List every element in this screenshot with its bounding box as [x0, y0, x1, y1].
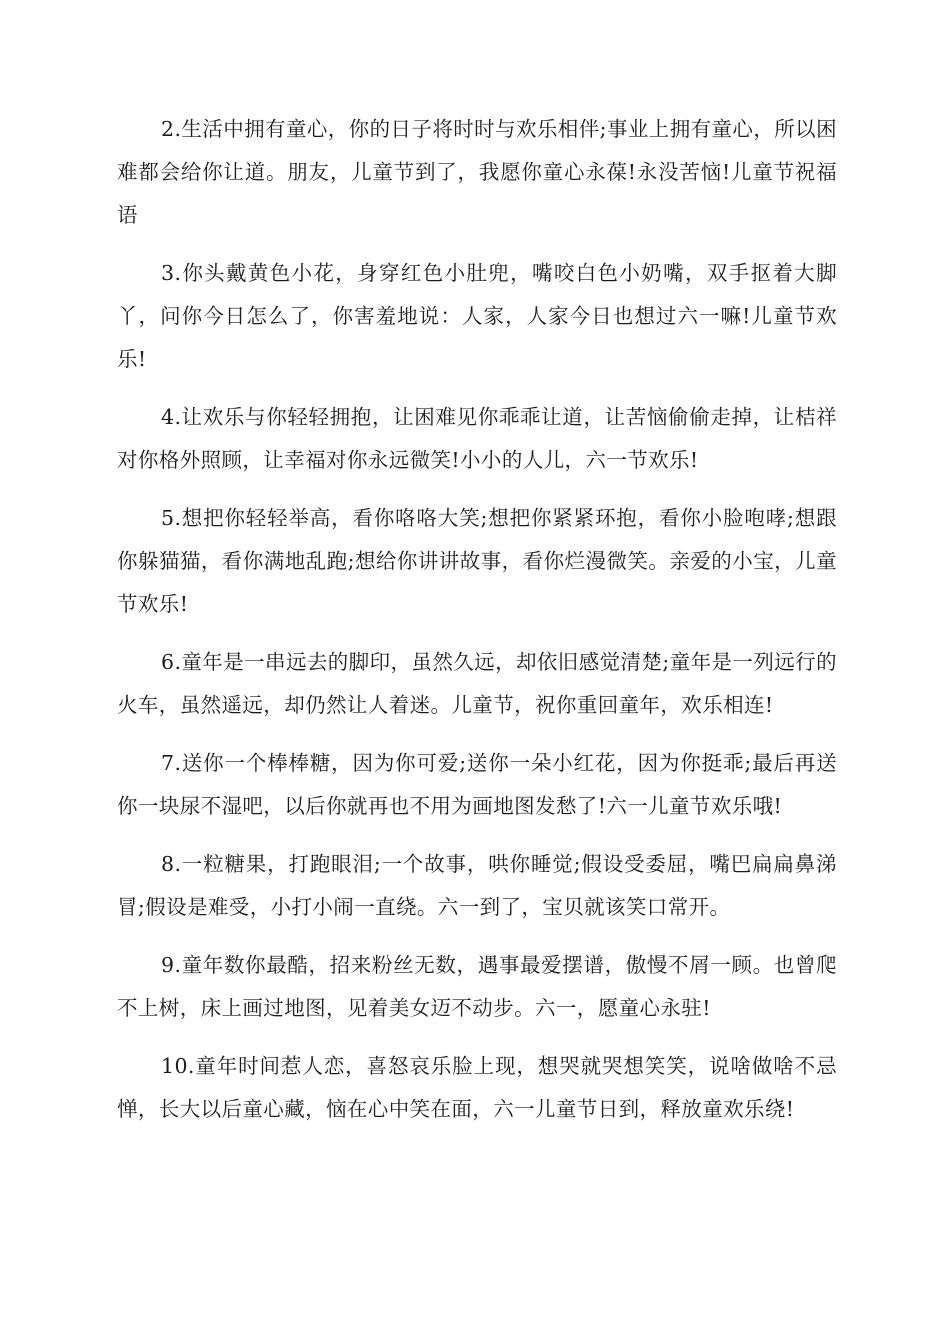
- paragraph-3: 3.你头戴黄色小花，身穿红色小肚兜，嘴咬白色小奶嘴，双手抠着大脚丫，问你今日怎么了，你害羞地说：人家，人家今日也想过六一嘛!儿童节欢乐!: [117, 261, 837, 371]
- paragraph-7: 7.送你一个棒棒糖，因为你可爱;送你一朵小红花，因为你挺乖;最后再送你一块尿不湿吧，以后你就再也不用为画地图发愁了!六一儿童节欢乐哦!: [117, 751, 837, 818]
- paragraph-10: 10.童年时间惹人恋，喜怒哀乐脸上现，想哭就哭想笑笑，说啥做啥不忌惮，长大以后童心藏，恼在心中笑在面，六一儿童节日到，释放童欢乐绕!: [117, 1054, 837, 1121]
- document-body: [117, 108, 837, 1146]
- paragraph-9: 9.童年数你最酷，招来粉丝无数，遇事最爱摆谱，傲慢不屑一顾。也曾爬不上树，床上画过地图，见着美女迈不动步。六一，愿童心永驻!: [117, 953, 837, 1020]
- paragraph-2: 2.生活中拥有童心，你的日子将时时与欢乐相伴;事业上拥有童心，所以困难都会给你让道。朋友，儿童节到了，我愿你童心永葆!永没苦恼!儿童节祝福语: [117, 117, 837, 227]
- paragraph-8: 8.一粒糖果，打跑眼泪;一个故事，哄你睡觉;假设受委屈，嘴巴扁扁鼻涕冒;假设是难受，小打小闹一直绕。六一到了，宝贝就该笑口常开。: [117, 852, 837, 919]
- paragraph-6: 6.童年是一串远去的脚印，虽然久远，却依旧感觉清楚;童年是一列远行的火车，虽然遥远，却仍然让人着迷。儿童节，祝你重回童年，欢乐相连!: [117, 650, 837, 717]
- paragraph-4: 4.让欢乐与你轻轻拥抱，让困难见你乖乖让道，让苦恼偷偷走掉，让桔祥对你格外照顾，让幸福对你永远微笑!小小的人儿，六一节欢乐!: [117, 405, 837, 472]
- paragraph-5: 5.想把你轻轻举高，看你咯咯大笑;想把你紧紧环抱，看你小脸咆哮;想跟你躲猫猫，看你满地乱跑;想给你讲讲故事，看你烂漫微笑。亲爱的小宝，儿童节欢乐!: [117, 506, 837, 616]
